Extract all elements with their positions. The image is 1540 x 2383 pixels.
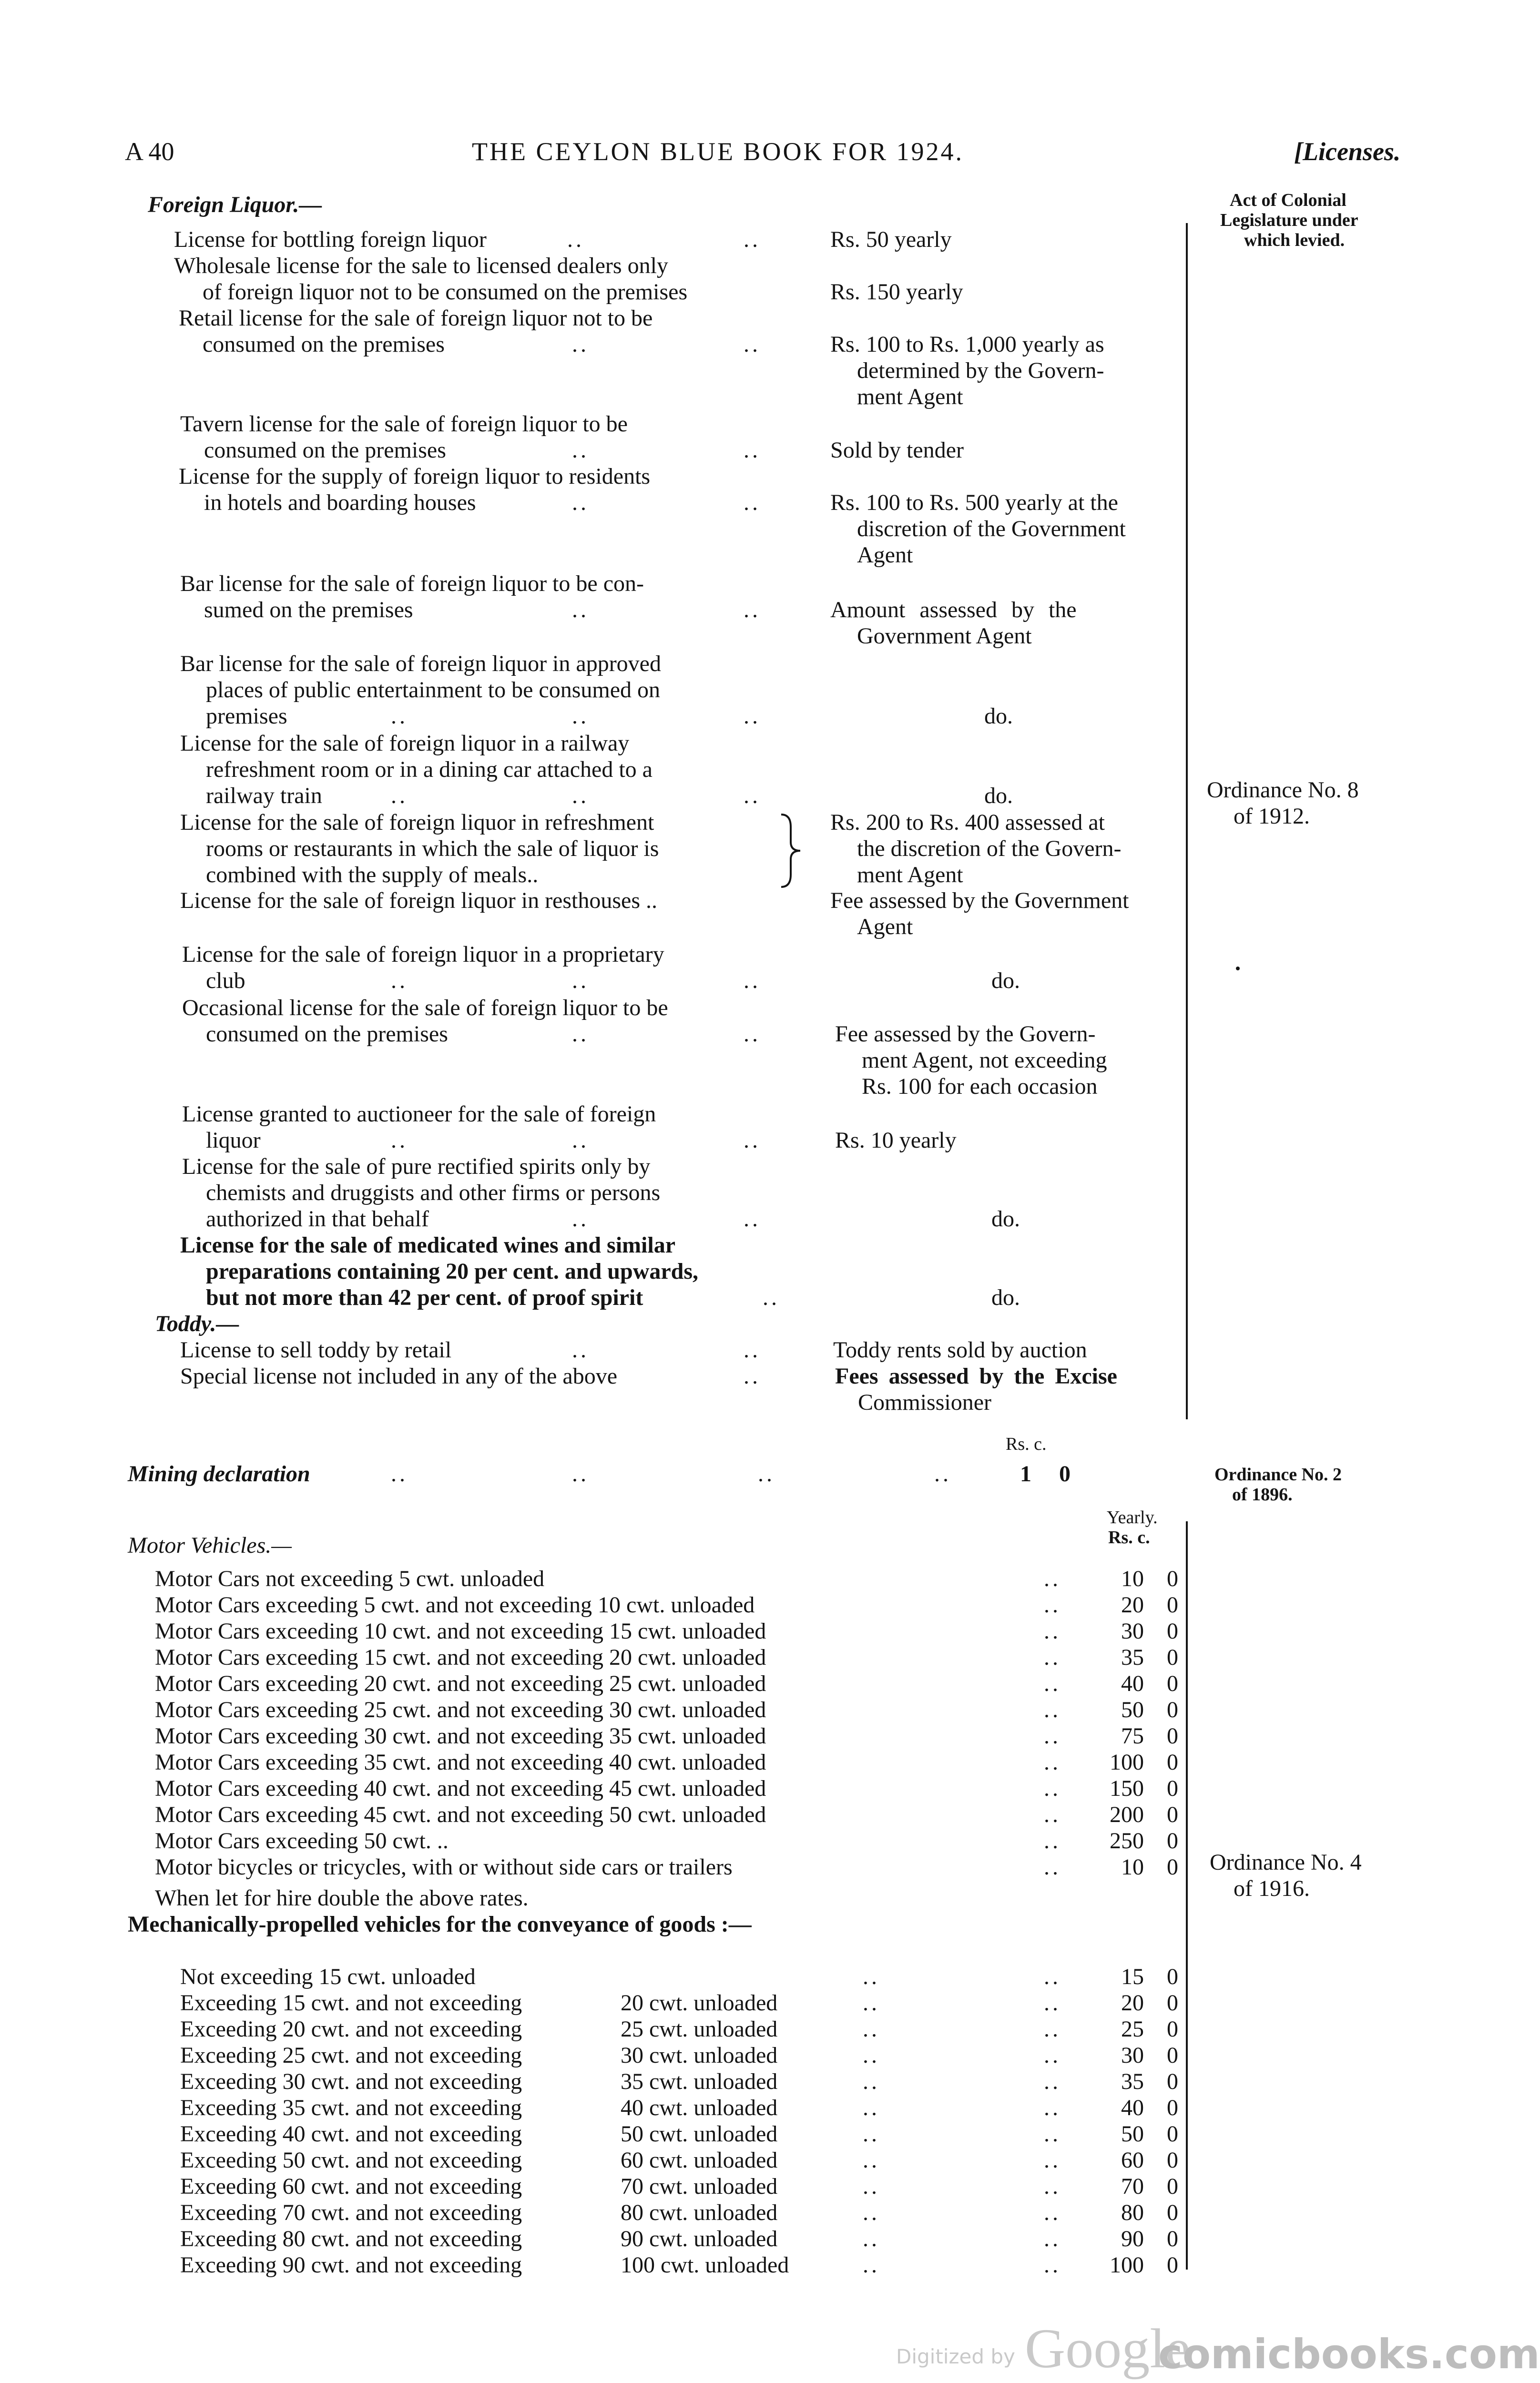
goods-row-rs: 50 [1121,2121,1144,2147]
car-row-c: 0 [1167,1828,1178,1853]
leader-dots: .. [572,1021,589,1047]
leader-dots: .. [1044,2252,1061,2278]
leader-dots: .. [744,703,761,729]
goods-row-desc: Exceeding 60 cwt. and not exceeding [180,2174,522,2199]
goods-row-rs: 100 [1110,2252,1144,2278]
leader-dots: .. [572,1337,589,1363]
leader-dots: .. [391,968,408,993]
fl-item-7-desc: Bar license for the sale of foreign liquor in approved [180,651,661,676]
car-row-c: 0 [1167,1592,1178,1618]
car-row-desc: Motor bicycles or tricycles, with or without side cars or trailers [155,1854,733,1880]
car-row-c: 0 [1167,1854,1178,1880]
fl-item-14-desc: chemists and druggists and other firms or persons [206,1180,661,1205]
fl-item-6-desc: Bar license for the sale of foreign liquor to be con- [180,571,644,596]
foreign-liquor-heading: Foreign Liquor.— [148,192,322,217]
leader-dots: .. [572,1128,589,1153]
fl-item-15-desc: but not more than 42 per cent. of proof spirit [206,1285,643,1310]
toddy-item-2-desc: Special license not included in any of the above [180,1364,618,1389]
leader-dots: .. [744,438,761,463]
leader-dots: .. [391,1128,408,1153]
fl-item-5-fee: discretion of the Government [857,516,1126,541]
leader-dots: .. [758,1461,775,1487]
fl-item-4-fee: Sold by tender [830,438,964,463]
fl-item-8-fee: do. [984,783,1013,808]
car-row-rs: 20 [1121,1592,1144,1618]
car-row-desc: Motor Cars exceeding 5 cwt. and not exceeding 10 cwt. unloaded [155,1592,755,1618]
car-row-rs: 250 [1110,1828,1144,1853]
yearly-heading: Yearly. [1107,1507,1158,1528]
leader-dots: .. [391,703,408,729]
car-row-rs: 75 [1121,1723,1144,1749]
leader-dots: .. [1044,1854,1061,1880]
fl-item-14-fee: do. [991,1206,1020,1232]
goods-row-desc-end: 60 cwt. unloaded [621,2148,778,2173]
car-row-rs: 40 [1121,1671,1144,1696]
leader-dots: .. [744,1206,761,1232]
car-row-desc: Motor Cars exceeding 40 cwt. and not exceeding 45 cwt. unloaded [155,1776,766,1801]
mining-act-line1: Ordinance No. 2 [1214,1465,1342,1485]
fl-item-8-desc: refreshment room or in a dining car attached to a [206,757,653,782]
car-row-desc: Motor Cars not exceeding 5 cwt. unloaded [155,1566,545,1591]
leader-dots: .. [1044,2148,1061,2173]
car-row-desc: Motor Cars exceeding 10 cwt. and not exceeding 15 cwt. unloaded [155,1619,766,1644]
scan-mark [1236,967,1240,970]
fl-item-6-fee: Government Agent [857,623,1032,649]
goods-row-desc-end: 35 cwt. unloaded [621,2069,778,2094]
goods-row-c: 0 [1167,2174,1178,2199]
goods-row-desc: Not exceeding 15 cwt. unloaded [180,1964,476,1989]
leader-dots: .. [1044,1776,1061,1801]
fl-item-2-desc: of foreign liquor not to be consumed on the premises [203,279,688,305]
leader-dots: .. [744,1364,761,1389]
goods-row-desc-end: 70 cwt. unloaded [621,2174,778,2199]
leader-dots: .. [1044,1645,1061,1670]
goods-row-desc-end: 100 cwt. unloaded [621,2252,789,2278]
goods-row-desc: Exceeding 30 cwt. and not exceeding [180,2069,522,2094]
goods-row-desc: Exceeding 80 cwt. and not exceeding [180,2226,522,2251]
goods-row-rs: 35 [1121,2069,1144,2094]
leader-dots: .. [744,968,761,993]
car-row-desc: Motor Cars exceeding 45 cwt. and not exceeding 50 cwt. unloaded [155,1802,766,1827]
leader-dots: .. [863,2016,880,2042]
fl-item-7-desc: places of public entertainment to be consumed on [206,677,661,703]
leader-dots: .. [744,1021,761,1047]
goods-row-desc: Exceeding 20 cwt. and not exceeding [180,2016,522,2042]
car-row-desc: Motor Cars exceeding 30 cwt. and not exceeding 35 cwt. unloaded [155,1723,766,1749]
goods-row-rs: 70 [1121,2174,1144,2199]
leader-dots: .. [863,2148,880,2173]
car-row-desc: Motor Cars exceeding 25 cwt. and not exceeding 30 cwt. unloaded [155,1697,766,1722]
goods-row-c: 0 [1167,2043,1178,2068]
fl-item-1-fee: Rs. 50 yearly [830,227,952,252]
leader-dots: .. [572,968,589,993]
mining-act-line2: of 1896. [1232,1485,1293,1505]
car-row-rs: 10 [1121,1566,1144,1591]
leader-dots: .. [391,783,408,808]
fl-item-3-fee: ment Agent [857,384,963,409]
leader-dots: .. [572,597,589,622]
goods-row-desc-end: 80 cwt. unloaded [621,2200,778,2225]
goods-row-c: 0 [1167,2148,1178,2173]
goods-row-c: 0 [1167,2200,1178,2225]
goods-row-rs: 90 [1121,2226,1144,2251]
fl-item-9-fee: Rs. 200 to Rs. 400 assessed at [830,810,1105,835]
fl-item-2-fee: Rs. 150 yearly [830,279,963,305]
leader-dots: .. [863,1964,880,1989]
digitized-by-text: Digitized by [896,2345,1015,2368]
motor-heading: Motor Vehicles.— [128,1533,292,1558]
fl-item-12-desc: Occasional license for the sale of foreign liquor to be [182,995,668,1020]
leader-dots: .. [934,1461,951,1487]
car-row-rs: 150 [1110,1776,1144,1801]
car-row-rs: 30 [1121,1619,1144,1644]
leader-dots: .. [744,490,761,515]
car-row-desc: Motor Cars exceeding 50 cwt. .. [155,1828,449,1853]
mining-rs-c-heading: Rs. c. [1006,1434,1047,1454]
mining-c: 0 [1059,1461,1071,1487]
leader-dots: .. [1044,1964,1061,1989]
curly-brace-icon [779,813,803,889]
car-row-rs: 50 [1121,1697,1144,1722]
goods-row-desc: Exceeding 40 cwt. and not exceeding [180,2121,522,2147]
fl-item-3-fee: determined by the Govern- [857,358,1104,383]
toddy-item-2-fee: Fees assessed by the Excise [835,1364,1117,1389]
fl-item-13-fee: Rs. 10 yearly [835,1128,957,1153]
goods-row-c: 0 [1167,1964,1178,1989]
leader-dots: .. [1044,1671,1061,1696]
car-row-c: 0 [1167,1645,1178,1670]
fl-item-12-fee: Rs. 100 for each occasion [862,1074,1098,1099]
goods-row-desc: Exceeding 70 cwt. and not exceeding [180,2200,522,2225]
fl-item-12-desc: consumed on the premises [206,1021,448,1047]
leader-dots: .. [863,2043,880,2068]
fl-item-6-fee: Amount assessed by the [830,597,1077,622]
page-number: A 40 [125,137,174,166]
fl-item-7-desc: premises [206,703,287,729]
fl-item-9-fee: the discretion of the Govern- [857,836,1122,861]
section-label: [Licenses. [1294,137,1401,166]
goods-row-desc-end: 20 cwt. unloaded [621,1990,778,2016]
leader-dots: .. [763,1285,780,1310]
leader-dots: .. [744,227,761,252]
goods-row-rs: 30 [1121,2043,1144,2068]
car-row-c: 0 [1167,1776,1178,1801]
leader-dots: .. [572,438,589,463]
rs-c-heading: Rs. c. [1108,1528,1150,1548]
fl-item-13-desc: License granted to auctioneer for the sale of foreign [182,1101,656,1127]
goods-row-c: 0 [1167,2069,1178,2094]
leader-dots: .. [1044,1990,1061,2016]
leader-dots: .. [863,2174,880,2199]
act-heading-line1: Act of Colonial [1230,190,1346,210]
fl-item-8-desc: License for the sale of foreign liquor in a railway [180,731,630,756]
car-row-rs: 200 [1110,1802,1144,1827]
leader-dots: .. [1044,1723,1061,1749]
leader-dots: .. [744,332,761,357]
fl-item-7-fee: do. [984,703,1013,729]
fl-item-9-fee: ment Agent [857,862,963,887]
goods-row-c: 0 [1167,2016,1178,2042]
goods-row-c: 0 [1167,2226,1178,2251]
goods-row-desc-end: 30 cwt. unloaded [621,2043,778,2068]
fl-item-9-desc: License for the sale of foreign liquor in refreshment [180,810,654,835]
fl-item-10-fee: Agent [857,914,913,939]
leader-dots: .. [863,2069,880,2094]
goods-row-desc: Exceeding 35 cwt. and not exceeding [180,2095,522,2120]
leader-dots: .. [863,2200,880,2225]
leader-dots: .. [1044,1750,1061,1775]
motor-act-line1: Ordinance No. 4 [1210,1850,1362,1875]
leader-dots: .. [572,1206,589,1232]
leader-dots: .. [1044,1566,1061,1591]
fl-item-13-desc: liquor [206,1128,261,1153]
car-row-c: 0 [1167,1750,1178,1775]
toddy-item-2-fee: Commissioner [858,1390,992,1415]
car-row-c: 0 [1167,1566,1178,1591]
act-heading-line2: Legislature under [1220,210,1358,230]
leader-dots: .. [744,783,761,808]
car-row-desc: Motor Cars exceeding 15 cwt. and not exceeding 20 cwt. unloaded [155,1645,766,1670]
goods-heading: Mechanically-propelled vehicles for the conveyance of goods :— [128,1912,752,1937]
fl-item-14-desc: License for the sale of pure rectified spirits only by [182,1154,651,1179]
leader-dots: .. [863,2252,880,2278]
liquor-act-line2: of 1912. [1234,804,1310,829]
goods-row-desc-end: 40 cwt. unloaded [621,2095,778,2120]
leader-dots: .. [1044,1592,1061,1618]
fl-item-12-fee: ment Agent, not exceeding [862,1048,1107,1073]
leader-dots: .. [744,1128,761,1153]
mining-rs: 1 [1020,1461,1031,1487]
leader-dots: .. [863,2095,880,2120]
bracket-line [1186,1521,1188,2270]
leader-dots: .. [1044,1697,1061,1722]
page-title: THE CEYLON BLUE BOOK FOR 1924. [472,137,964,166]
leader-dots: .. [572,703,589,729]
fl-item-2-desc: Wholesale license for the sale to licensed dealers only [174,253,668,278]
fl-item-12-fee: Fee assessed by the Govern- [835,1021,1096,1047]
leader-dots: .. [572,332,589,357]
car-row-rs: 10 [1121,1854,1144,1880]
fl-item-9-desc: combined with the supply of meals.. [206,862,539,887]
leader-dots: .. [1044,2069,1061,2094]
goods-row-rs: 80 [1121,2200,1144,2225]
leader-dots: .. [1044,2174,1061,2199]
goods-row-rs: 20 [1121,1990,1144,2016]
site-watermark: comicbooks.com [1158,2331,1540,2378]
leader-dots: .. [1044,2043,1061,2068]
fl-item-5-desc: in hotels and boarding houses [204,490,476,515]
fl-item-3-fee: Rs. 100 to Rs. 1,000 yearly as [830,332,1104,357]
leader-dots: .. [572,783,589,808]
goods-row-rs: 60 [1121,2148,1144,2173]
fl-item-15-desc: preparations containing 20 per cent. and upwards, [206,1259,699,1284]
fl-item-6-desc: sumed on the premises [204,597,413,622]
bracket-line [1186,223,1188,1419]
leader-dots: .. [572,1461,589,1487]
goods-row-desc: Exceeding 50 cwt. and not exceeding [180,2148,522,2173]
car-row-c: 0 [1167,1723,1178,1749]
fl-item-10-desc: License for the sale of foreign liquor in resthouses .. [180,888,658,913]
goods-row-c: 0 [1167,2121,1178,2147]
leader-dots: .. [1044,2200,1061,2225]
car-row-rs: 100 [1110,1750,1144,1775]
leader-dots: .. [863,2226,880,2251]
leader-dots: .. [863,2121,880,2147]
car-row-c: 0 [1167,1619,1178,1644]
leader-dots: .. [1044,2121,1061,2147]
leader-dots: .. [567,227,584,252]
goods-row-desc: Exceeding 90 cwt. and not exceeding [180,2252,522,2278]
goods-row-c: 0 [1167,2095,1178,2120]
motor-act-line2: of 1916. [1234,1876,1310,1901]
toddy-item-1-desc: License to sell toddy by retail [180,1337,452,1363]
goods-row-rs: 25 [1121,2016,1144,2042]
leader-dots: .. [391,1461,408,1487]
fl-item-11-desc: club [206,968,245,993]
goods-row-rs: 15 [1121,1964,1144,1989]
fl-item-11-desc: License for the sale of foreign liquor in a proprietary [182,942,664,967]
car-row-desc: Motor Cars exceeding 35 cwt. and not exceeding 40 cwt. unloaded [155,1750,766,1775]
leader-dots: .. [863,1990,880,2016]
leader-dots: .. [1044,1619,1061,1644]
fl-item-9-desc: rooms or restaurants in which the sale of liquor is [206,836,659,861]
fl-item-1-desc: License for bottling foreign liquor [174,227,487,252]
leader-dots: .. [1044,2095,1061,2120]
fl-item-15-fee: do. [991,1285,1020,1310]
fl-item-5-fee: Rs. 100 to Rs. 500 yearly at the [830,490,1118,515]
car-row-c: 0 [1167,1671,1178,1696]
goods-row-desc-end: 25 cwt. unloaded [621,2016,778,2042]
google-logo: Google [1025,2317,1191,2380]
leader-dots: .. [1044,2226,1061,2251]
goods-row-desc: Exceeding 25 cwt. and not exceeding [180,2043,522,2068]
goods-row-c: 0 [1167,1990,1178,2016]
fl-item-5-fee: Agent [857,542,913,568]
leader-dots: .. [1044,2016,1061,2042]
fl-item-3-desc: Retail license for the sale of foreign liquor not to be [179,306,653,331]
goods-row-desc: Exceeding 15 cwt. and not exceeding [180,1990,522,2016]
leader-dots: .. [572,490,589,515]
goods-row-desc-end: 90 cwt. unloaded [621,2226,778,2251]
leader-dots: .. [1044,1802,1061,1827]
car-row-c: 0 [1167,1697,1178,1722]
act-heading-line3: which levied. [1244,230,1345,250]
mining-label: Mining declaration [128,1461,310,1487]
goods-row-desc-end: 50 cwt. unloaded [621,2121,778,2147]
fl-item-4-desc: Tavern license for the sale of foreign liquor to be [180,411,628,437]
fl-item-11-fee: do. [991,968,1020,993]
fl-item-3-desc: consumed on the premises [203,332,445,357]
fl-item-8-desc: railway train [206,783,322,808]
car-row-c: 0 [1167,1802,1178,1827]
fl-item-10-fee: Fee assessed by the Government [830,888,1129,913]
fl-item-4-desc: consumed on the premises [204,438,446,463]
goods-row-c: 0 [1167,2252,1178,2278]
car-row-desc: Motor Cars exceeding 20 cwt. and not exceeding 25 cwt. unloaded [155,1671,766,1696]
fl-item-5-desc: License for the supply of foreign liquor to residents [179,464,651,489]
liquor-act-line1: Ordinance No. 8 [1207,777,1359,803]
fl-item-14-desc: authorized in that behalf [206,1206,429,1232]
goods-row-rs: 40 [1121,2095,1144,2120]
toddy-item-1-fee: Toddy rents sold by auction [833,1337,1087,1363]
leader-dots: .. [744,597,761,622]
hire-note: When let for hire double the above rates. [155,1885,529,1911]
car-row-rs: 35 [1121,1645,1144,1670]
leader-dots: .. [1044,1828,1061,1853]
leader-dots: .. [744,1337,761,1363]
fl-item-15-desc: License for the sale of medicated wines and similar [180,1232,676,1258]
toddy-heading: Toddy.— [155,1311,239,1336]
